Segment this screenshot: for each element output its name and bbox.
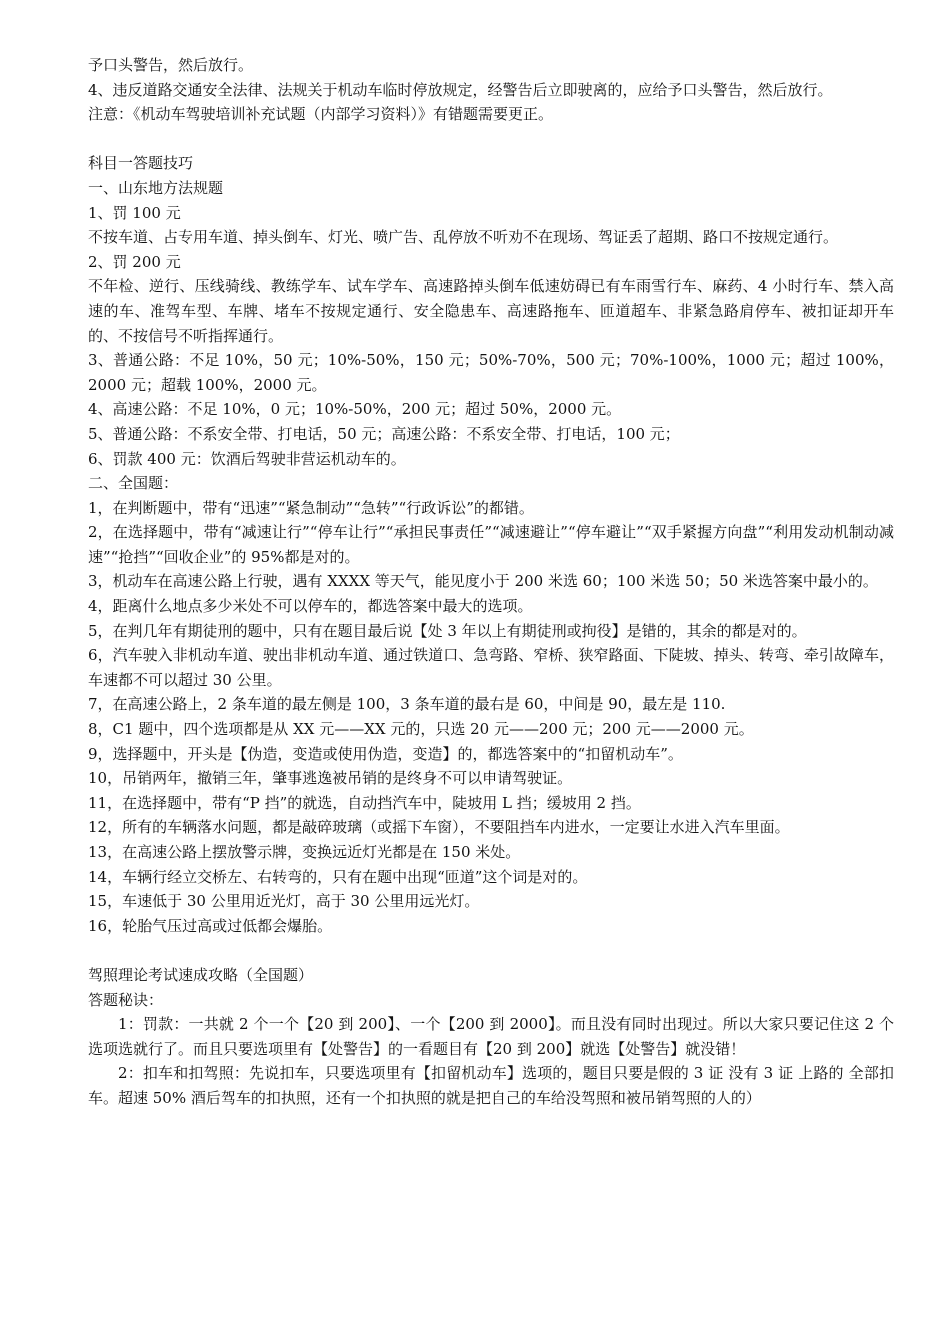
list-item: 5、普通公路：不系安全带、打电话，50 元；高速公路：不系安全带、打电话，100 元； bbox=[88, 424, 680, 443]
paragraph: 1：罚款：一共就 2 个一个【20 到 200】、一个【200 到 2000】。而且没有同时出现过。所以大家只要记住这 2 个选项选就行了。而且只要选项里有【处警告】的一看题目有【20 到 200】就选【处警告】就没错！ bbox=[88, 1015, 894, 1058]
list-item: 3、普通公路：不足 10%，50 元；10%-50%，150 元；50%-70%，500 元；70%-100%，1000 元；超过 100%，2000 元；超载 100%，2000 元。 bbox=[88, 351, 894, 394]
list-item: 7，在高速公路上，2 条车道的最左侧是 100，3 条车道的最右是 60，中间是 90，最左是 110. bbox=[88, 695, 726, 714]
list-item: 10，吊销两年，撤销三年，肇事逃逸被吊销的是终身不可以申请驾驶证。 bbox=[88, 769, 573, 788]
list-item: 14，车辆行经立交桥左、右转弯的，只有在题中出现“匝道”这个词是对的。 bbox=[88, 867, 588, 886]
list-item: 3，机动车在高速公路上行驶，遇有 XXXX 等天气，能见度小于 200 米选 60；100 米选 50；50 米选答案中最小的。 bbox=[88, 572, 878, 591]
list-item: 15，车速低于 30 公里用近光灯，高于 30 公里用远光灯。 bbox=[88, 892, 480, 911]
list-item: 8，C1 题中，四个选项都是从 XX 元——XX 元的，只选 20 元——200 元；200 元——2000 元。 bbox=[88, 720, 754, 739]
paragraph: 2：扣车和扣驾照：先说扣车，只要选项里有【扣留机动车】选项的，题目只要是假的 3 证 没有 3 证 上路的 全部扣车。超速 50% 酒后驾车的扣执照，还有一个扣执照的就是把自己的车给没驾照和被吊销驾照的人的） bbox=[88, 1064, 894, 1107]
list-item: 6，汽车驶入非机动车道、驶出非机动车道、通过铁道口、急弯路、窄桥、狭窄路面、下陡坡、掉头、转弯、牵引故障车，车速都不可以超过 30 公里。 bbox=[88, 646, 894, 689]
list-item: 12，所有的车辆落水问题，都是敲碎玻璃（或摇下车窗），不要阻挡车内进水，一定要让水进入汽车里面。 bbox=[88, 818, 790, 837]
spacer bbox=[88, 127, 894, 152]
list-item: 4、高速公路：不足 10%，0 元；10%-50%，200 元；超过 50%，2000 元。 bbox=[88, 400, 622, 419]
section-title: 驾照理论考试速成攻略（全国题） bbox=[88, 965, 314, 984]
list-item: 5，在判几年有期徒刑的题中，只有在题目最后说【处 3 年以上有期徒刑或拘役】是错的，其余的都是对的。 bbox=[88, 621, 807, 640]
list-item: 11，在选择题中，带有“P 挡”的就选，自动挡汽车中，陡坡用 L 挡；缓坡用 2 挡。 bbox=[88, 793, 641, 812]
list-item: 不按车道、占专用车道、掉头倒车、灯光、喷广告、乱停放不听劝不在现场、驾证丢了超期、路口不按规定通行。 bbox=[88, 228, 839, 247]
list-item: 16，轮胎气压过高或过低都会爆胎。 bbox=[88, 916, 333, 935]
list-item: 1、罚 100 元 bbox=[88, 203, 181, 222]
list-item: 9，选择题中，开头是【伪造，变造或使用伪造，变造】的，都选答案中的“扣留机动车”。 bbox=[88, 744, 683, 763]
section-subtitle: 答题秘诀： bbox=[88, 990, 164, 1009]
list-item: 13，在高速公路上摆放警示牌，变换远近灯光都是在 150 米处。 bbox=[88, 843, 521, 861]
spacer bbox=[88, 938, 894, 963]
intro-line: 4、违反道路交通安全法律、法规关于机动车临时停放规定，经警告后立即驶离的，应给予口头警告，然后放行。 bbox=[88, 80, 833, 99]
section-title: 二、全国题： bbox=[88, 474, 179, 493]
list-item: 2、罚 200 元 bbox=[88, 252, 181, 271]
intro-line: 予口头警告，然后放行。 bbox=[88, 56, 254, 74]
list-item: 1，在判断题中，带有“迅速”“紧急制动”“急转”“行政诉讼”的都错。 bbox=[88, 498, 534, 517]
section-subtitle: 一、山东地方法规题 bbox=[88, 178, 224, 197]
intro-note: 注意：《机动车驾驶培训补充试题（内部学习资料）》有错题需要更正。 bbox=[88, 105, 554, 124]
list-item: 2，在选择题中，带有“减速让行”“停车让行”“承担民事责任”“减速避让”“停车避让”“双手紧握方向盘”“利用发动机制动减速”“抢挡”“回收企业”的 95%都是对的。 bbox=[88, 523, 894, 566]
list-item: 6、罚款 400 元：饮酒后驾驶非营运机动车的。 bbox=[88, 449, 406, 468]
section-title: 科目一答题技巧 bbox=[88, 154, 194, 173]
list-item: 不年检、逆行、压线骑线、教练学车、试车学车、高速路掉头倒车低速妨碍已有车雨雪行车、麻药、4 小时行车、禁入高速的车、准驾车型、车牌、堵车不按规定通行、安全隐患车、高速路拖车、匝道超车、非紧急路肩停车、被扣证却开车的、不按信号不听指挥通行。 bbox=[88, 277, 894, 345]
list-item: 4，距离什么地点多少米处不可以停车的，都选答案中最大的选项。 bbox=[88, 597, 533, 616]
